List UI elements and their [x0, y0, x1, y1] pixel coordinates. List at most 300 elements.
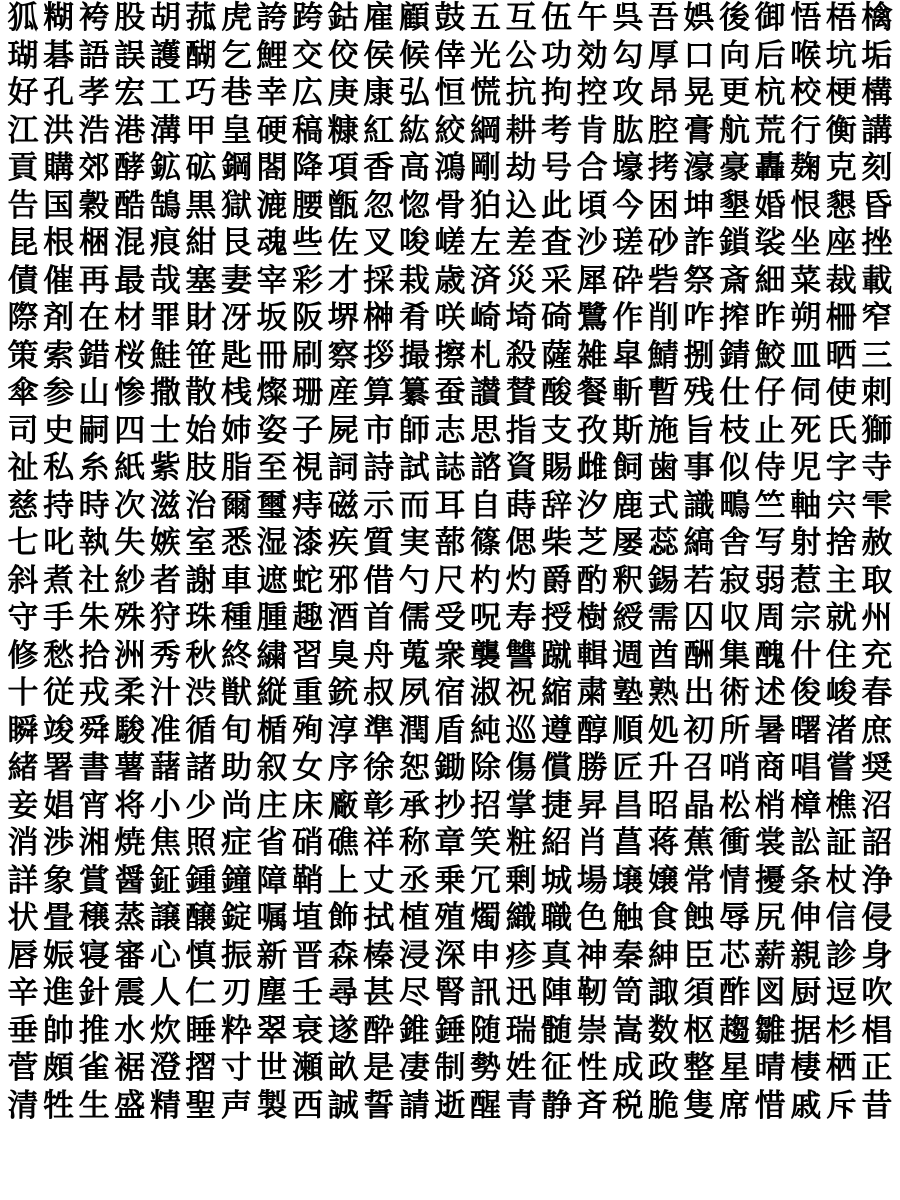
kanji-glyph: 作 [612, 300, 644, 337]
kanji-glyph: 試 [398, 450, 430, 487]
kanji-glyph: 坑 [825, 37, 857, 74]
kanji-glyph: 熟 [647, 675, 679, 712]
kanji-glyph: 再 [78, 262, 110, 299]
kanji-glyph: 者 [149, 562, 181, 599]
kanji-glyph: 勾 [612, 37, 644, 74]
kanji-glyph: 悉 [220, 525, 252, 562]
kanji-glyph: 恕 [398, 750, 430, 787]
kanji-glyph: 准 [149, 712, 181, 749]
kanji-glyph: 匙 [220, 337, 252, 374]
kanji-glyph: 策 [7, 337, 39, 374]
kanji-glyph: 粋 [220, 1012, 252, 1049]
kanji-glyph: 襲 [470, 637, 502, 674]
kanji-glyph: 鈷 [327, 0, 359, 37]
kanji-glyph: 渋 [185, 675, 217, 712]
kanji-glyph: 障 [256, 862, 288, 899]
kanji-glyph: 招 [470, 787, 502, 824]
kanji-glyph: 耕 [505, 112, 537, 149]
kanji-glyph: 硝 [292, 825, 324, 862]
kanji-glyph: 主 [825, 562, 857, 599]
kanji-glyph: 峻 [825, 675, 857, 712]
kanji-glyph: 掌 [505, 787, 537, 824]
kanji-glyph: 穣 [78, 900, 110, 937]
kanji-glyph: 慈 [7, 487, 39, 524]
kanji-row [6, 600, 894, 638]
kanji-glyph: 彩 [292, 262, 324, 299]
kanji-glyph: 済 [470, 262, 502, 299]
kanji-glyph: 庄 [256, 787, 288, 824]
kanji-glyph: 傷 [505, 750, 537, 787]
kanji-glyph: 合 [576, 150, 608, 187]
kanji-glyph: 漆 [292, 525, 324, 562]
kanji-glyph: 蹴 [541, 637, 573, 674]
kanji-glyph: 材 [114, 300, 146, 337]
kanji-row [6, 563, 894, 601]
kanji-glyph: 産 [327, 375, 359, 412]
kanji-glyph: 殺 [505, 337, 537, 374]
kanji-glyph: 睡 [185, 1012, 217, 1049]
kanji-glyph: 巧 [185, 75, 217, 112]
kanji-glyph: 肴 [398, 300, 430, 337]
kanji-glyph: 榛 [363, 937, 395, 974]
kanji-row [6, 75, 894, 113]
kanji-glyph: 梗 [825, 75, 857, 112]
kanji-glyph: 懇 [825, 187, 857, 224]
kanji-glyph: 崇 [576, 1012, 608, 1049]
kanji-glyph: 功 [541, 37, 573, 74]
kanji-glyph: 蒸 [114, 900, 146, 937]
kanji-glyph: 酵 [114, 150, 146, 187]
kanji-glyph: 嘱 [256, 900, 288, 937]
kanji-glyph: 骨 [434, 187, 466, 224]
kanji-glyph: 皐 [612, 337, 644, 374]
kanji-glyph: 性 [576, 1050, 608, 1087]
kanji-glyph: 辞 [541, 487, 573, 524]
kanji-glyph: 座 [825, 225, 857, 262]
kanji-glyph: 考 [541, 112, 573, 149]
kanji-glyph: 授 [541, 600, 573, 637]
kanji-glyph: 吾 [647, 0, 679, 37]
kanji-glyph: 屍 [327, 412, 359, 449]
kanji-glyph: 鮫 [754, 337, 786, 374]
kanji-glyph: 什 [790, 637, 822, 674]
kanji-row [6, 863, 894, 901]
kanji-glyph: 州 [861, 600, 893, 637]
kanji-glyph: 阪 [292, 300, 324, 337]
kanji-glyph: 頗 [43, 1050, 75, 1087]
kanji-glyph: 降 [292, 150, 324, 187]
kanji-glyph: 迅 [505, 975, 537, 1012]
kanji-glyph: 征 [541, 1050, 573, 1087]
kanji-glyph: 示 [363, 487, 395, 524]
kanji-glyph: 劫 [505, 150, 537, 187]
kanji-glyph: 序 [327, 750, 359, 787]
kanji-glyph: 顧 [398, 0, 430, 37]
kanji-glyph: 獅 [861, 412, 893, 449]
kanji-glyph: 丞 [398, 862, 430, 899]
kanji-glyph: 尽 [398, 975, 430, 1012]
kanji-glyph: 樹 [576, 600, 608, 637]
kanji-glyph: 効 [576, 37, 608, 74]
kanji-glyph: 述 [754, 675, 786, 712]
kanji-glyph: 才 [327, 262, 359, 299]
kanji-glyph: 窄 [861, 300, 893, 337]
kanji-glyph: 愁 [43, 637, 75, 674]
kanji-glyph: 好 [7, 75, 39, 112]
kanji-glyph: 塵 [256, 975, 288, 1012]
kanji-glyph: 除 [470, 750, 502, 787]
kanji-glyph: 碕 [541, 300, 573, 337]
kanji-glyph: 仕 [719, 375, 751, 412]
kanji-glyph: 刺 [861, 375, 893, 412]
kanji-glyph: 菜 [790, 262, 822, 299]
kanji-glyph: 麹 [790, 150, 822, 187]
kanji-glyph: 充 [861, 637, 893, 674]
kanji-row [6, 38, 894, 76]
kanji-glyph: 腎 [434, 975, 466, 1012]
kanji-glyph: 薩 [541, 337, 573, 374]
kanji-glyph: 勺 [398, 562, 430, 599]
kanji-glyph: 根 [43, 225, 75, 262]
kanji-glyph: 受 [434, 600, 466, 637]
kanji-glyph: 飾 [327, 900, 359, 937]
kanji-glyph: 純 [470, 712, 502, 749]
kanji-glyph: 菰 [185, 0, 217, 37]
kanji-glyph: 将 [114, 787, 146, 824]
kanji-glyph: 恒 [434, 75, 466, 112]
kanji-row [6, 338, 894, 376]
kanji-glyph: 祭 [683, 262, 715, 299]
kanji-glyph: 妾 [7, 787, 39, 824]
kanji-glyph: 渚 [825, 712, 857, 749]
kanji-glyph: 財 [185, 300, 217, 337]
kanji-glyph: 沙 [576, 225, 608, 262]
kanji-glyph: 藷 [149, 750, 181, 787]
kanji-glyph: 盛 [114, 1087, 146, 1124]
kanji-glyph: 侯 [363, 37, 395, 74]
kanji-glyph: 朔 [790, 300, 822, 337]
kanji-glyph: 珠 [185, 600, 217, 637]
kanji-glyph: 在 [78, 300, 110, 337]
kanji-glyph: 死 [790, 412, 822, 449]
kanji-glyph: 芝 [576, 525, 608, 562]
kanji-glyph: 神 [576, 937, 608, 974]
kanji-glyph: 吹 [861, 975, 893, 1012]
kanji-glyph: 丈 [363, 862, 395, 899]
kanji-glyph: 抗 [505, 75, 537, 112]
kanji-row [6, 1013, 894, 1051]
kanji-glyph: 寿 [505, 600, 537, 637]
kanji-glyph: 治 [185, 487, 217, 524]
kanji-glyph: 寸 [220, 1050, 252, 1087]
kanji-glyph: 駿 [114, 712, 146, 749]
kanji-row [6, 113, 894, 151]
kanji-glyph: 樟 [790, 787, 822, 824]
kanji-glyph: 而 [398, 487, 430, 524]
kanji-glyph: 誠 [327, 1087, 359, 1124]
kanji-glyph: 畳 [43, 900, 75, 937]
kanji-glyph: 飼 [612, 450, 644, 487]
kanji-glyph: 伸 [790, 900, 822, 937]
kanji-glyph: 抄 [434, 787, 466, 824]
kanji-glyph: 訊 [470, 975, 502, 1012]
kanji-glyph: 準 [363, 712, 395, 749]
kanji-glyph: 循 [185, 712, 217, 749]
kanji-glyph: 酢 [719, 975, 751, 1012]
kanji-glyph: 捷 [541, 787, 573, 824]
kanji-glyph: 杉 [825, 1012, 857, 1049]
kanji-glyph: 疹 [505, 937, 537, 974]
kanji-glyph: 獄 [220, 187, 252, 224]
kanji-glyph: 綬 [612, 600, 644, 637]
kanji-glyph: 拷 [647, 150, 679, 187]
kanji-glyph: 慎 [185, 937, 217, 974]
kanji-glyph: 誇 [256, 0, 288, 37]
kanji-glyph: 承 [398, 787, 430, 824]
kanji-glyph: 色 [576, 900, 608, 937]
kanji-glyph: 后 [754, 37, 786, 74]
kanji-glyph: 購 [43, 150, 75, 187]
kanji-glyph: 舟 [363, 637, 395, 674]
kanji-glyph: 鉱 [149, 150, 181, 187]
kanji-glyph: 佼 [327, 37, 359, 74]
kanji-glyph: 暫 [647, 375, 679, 412]
kanji-glyph: 惹 [790, 562, 822, 599]
kanji-row [6, 413, 894, 451]
kanji-glyph: 収 [719, 600, 751, 637]
kanji-glyph: 朱 [78, 600, 110, 637]
kanji-glyph: 昔 [861, 1087, 893, 1124]
kanji-glyph: 柴 [541, 525, 573, 562]
kanji-glyph: 髄 [541, 1012, 573, 1049]
kanji-glyph: 沼 [861, 787, 893, 824]
kanji-glyph: 士 [149, 412, 181, 449]
kanji-glyph: 新 [256, 937, 288, 974]
kanji-glyph: 壬 [292, 975, 324, 1012]
kanji-glyph: 週 [612, 637, 644, 674]
kanji-glyph: 思 [470, 412, 502, 449]
kanji-glyph: 借 [363, 562, 395, 599]
kanji-glyph: 澄 [149, 1050, 181, 1087]
kanji-glyph: 舜 [78, 712, 110, 749]
kanji-glyph: 照 [185, 825, 217, 862]
kanji-glyph: 小 [149, 787, 181, 824]
kanji-glyph: 氏 [825, 412, 857, 449]
kanji-row [6, 0, 894, 38]
kanji-glyph: 歯 [647, 450, 679, 487]
kanji-glyph: 咋 [683, 300, 715, 337]
kanji-glyph: 艮 [220, 225, 252, 262]
kanji-glyph: 整 [683, 1050, 715, 1087]
kanji-glyph: 床 [292, 787, 324, 824]
kanji-glyph: 垢 [861, 37, 893, 74]
kanji-glyph: 逗 [825, 975, 857, 1012]
kanji-glyph: 実 [398, 525, 430, 562]
kanji-glyph: 徐 [363, 750, 395, 787]
kanji-glyph: 災 [505, 262, 537, 299]
kanji-glyph: 榊 [363, 300, 395, 337]
kanji-glyph: 似 [719, 450, 751, 487]
kanji-glyph: 庶 [861, 712, 893, 749]
kanji-glyph: 戚 [790, 1087, 822, 1124]
kanji-glyph: 松 [719, 787, 751, 824]
kanji-glyph: 制 [434, 1050, 466, 1087]
kanji-glyph: 遵 [541, 712, 573, 749]
kanji-glyph: 旬 [220, 712, 252, 749]
kanji-glyph: 娠 [43, 937, 75, 974]
kanji-glyph: 辛 [7, 975, 39, 1012]
kanji-glyph: 裟 [754, 225, 786, 262]
kanji-glyph: 撒 [149, 375, 181, 412]
kanji-glyph: 陣 [541, 975, 573, 1012]
kanji-glyph: 浸 [398, 937, 430, 974]
kanji-glyph: 酸 [541, 375, 573, 412]
kanji-glyph: 浄 [861, 862, 893, 899]
kanji-glyph: 旨 [683, 412, 715, 449]
kanji-glyph: 賞 [78, 862, 110, 899]
kanji-glyph: 楯 [256, 712, 288, 749]
kanji-glyph: 支 [541, 412, 573, 449]
kanji-glyph: 狩 [149, 600, 181, 637]
kanji-glyph: 針 [78, 975, 110, 1012]
kanji-glyph: 控 [576, 75, 608, 112]
kanji-glyph: 絞 [434, 112, 466, 149]
kanji-glyph: 蔀 [434, 525, 466, 562]
kanji-glyph: 蚕 [434, 375, 466, 412]
kanji-glyph: 刻 [861, 150, 893, 187]
kanji-glyph: 醤 [114, 862, 146, 899]
kanji-glyph: 胡 [149, 0, 181, 37]
kanji-glyph: 斉 [576, 1087, 608, 1124]
kanji-glyph: 杭 [754, 75, 786, 112]
kanji-glyph: 秋 [185, 637, 217, 674]
kanji-glyph: 暑 [754, 712, 786, 749]
kanji-glyph: 自 [470, 487, 502, 524]
kanji-glyph: 粛 [576, 675, 608, 712]
kanji-glyph: 弱 [754, 562, 786, 599]
kanji-glyph: 聖 [185, 1087, 217, 1124]
kanji-glyph: 郊 [78, 150, 110, 187]
kanji-glyph: 蝕 [683, 900, 715, 937]
kanji-glyph: 遂 [327, 1012, 359, 1049]
kanji-glyph: 枝 [719, 412, 751, 449]
kanji-glyph: 初 [683, 712, 715, 749]
kanji-glyph: 醸 [185, 900, 217, 937]
kanji-glyph: 西 [292, 1087, 324, 1124]
kanji-glyph: 幸 [256, 75, 288, 112]
kanji-glyph: 消 [7, 825, 39, 862]
kanji-glyph: 尋 [327, 975, 359, 1012]
kanji-glyph: 璽 [256, 487, 288, 524]
kanji-glyph: 唱 [790, 750, 822, 787]
kanji-glyph: 拶 [363, 337, 395, 374]
kanji-glyph: 跨 [292, 0, 324, 37]
kanji-glyph: 康 [363, 75, 395, 112]
kanji-glyph: 梱 [78, 225, 110, 262]
kanji-glyph: 咲 [434, 300, 466, 337]
kanji-glyph: 昇 [576, 787, 608, 824]
kanji-glyph: 山 [78, 375, 110, 412]
kanji-glyph: 貢 [7, 150, 39, 187]
kanji-glyph: 妻 [220, 262, 252, 299]
kanji-glyph: 冗 [470, 862, 502, 899]
kanji-glyph: 疾 [327, 525, 359, 562]
kanji-glyph: 溝 [149, 112, 181, 149]
kanji-glyph: 擾 [754, 862, 786, 899]
kanji-glyph: 腫 [256, 600, 288, 637]
kanji-glyph: 繍 [256, 637, 288, 674]
kanji-glyph: 讃 [470, 375, 502, 412]
kanji-glyph: 栽 [398, 262, 430, 299]
kanji-glyph: 鴫 [719, 487, 751, 524]
kanji-glyph: 傘 [7, 375, 39, 412]
kanji-row [6, 300, 894, 338]
kanji-glyph: 債 [7, 262, 39, 299]
kanji-glyph: 祝 [505, 675, 537, 712]
kanji-glyph: 邪 [327, 562, 359, 599]
kanji-glyph: 診 [825, 937, 857, 974]
kanji-glyph: 柵 [825, 300, 857, 337]
kanji-glyph: 拾 [78, 637, 110, 674]
kanji-glyph: 恨 [790, 187, 822, 224]
kanji-glyph: 砦 [647, 262, 679, 299]
kanji-glyph: 斥 [825, 1087, 857, 1124]
kanji-glyph: 靭 [576, 975, 608, 1012]
kanji-glyph: 篠 [470, 525, 502, 562]
kanji-glyph: 銃 [327, 675, 359, 712]
kanji-glyph: 焼 [114, 825, 146, 862]
kanji-glyph: 札 [470, 337, 502, 374]
kanji-glyph: 採 [363, 262, 395, 299]
kanji-glyph: 秦 [612, 937, 644, 974]
kanji-glyph: 呪 [470, 600, 502, 637]
kanji-glyph: 市 [363, 412, 395, 449]
kanji-glyph: 醐 [185, 37, 217, 74]
kanji-glyph: 坂 [256, 300, 288, 337]
kanji-glyph: 軸 [790, 487, 822, 524]
kanji-glyph: 磁 [327, 487, 359, 524]
kanji-glyph: 左 [470, 225, 502, 262]
kanji-glyph: 祉 [7, 450, 39, 487]
kanji-glyph: 湘 [78, 825, 110, 862]
kanji-glyph: 汁 [149, 675, 181, 712]
kanji-glyph: 瑞 [505, 1012, 537, 1049]
kanji-glyph: 十 [7, 675, 39, 712]
kanji-glyph: 鵠 [149, 187, 181, 224]
kanji-glyph: 秀 [149, 637, 181, 674]
kanji-glyph: 肖 [576, 825, 608, 862]
kanji-glyph: 戎 [78, 675, 110, 712]
kanji-glyph: 碁 [43, 37, 75, 74]
kanji-glyph: 佐 [327, 225, 359, 262]
kanji-glyph: 森 [327, 937, 359, 974]
kanji-glyph: 竺 [754, 487, 786, 524]
kanji-glyph: 穀 [78, 187, 110, 224]
kanji-glyph: 閤 [256, 150, 288, 187]
kanji-glyph: 光 [470, 37, 502, 74]
kanji-glyph: 晋 [292, 937, 324, 974]
kanji-glyph: 視 [292, 450, 324, 487]
kanji-glyph: 行 [790, 112, 822, 149]
kanji-glyph: 志 [434, 412, 466, 449]
kanji-glyph: 笑 [470, 825, 502, 862]
kanji-glyph: 垂 [7, 1012, 39, 1049]
kanji-glyph: 殉 [292, 712, 324, 749]
kanji-glyph: 雇 [363, 0, 395, 37]
kanji-glyph: 宿 [434, 675, 466, 712]
kanji-glyph: 助 [220, 750, 252, 787]
kanji-glyph: 樵 [825, 787, 857, 824]
